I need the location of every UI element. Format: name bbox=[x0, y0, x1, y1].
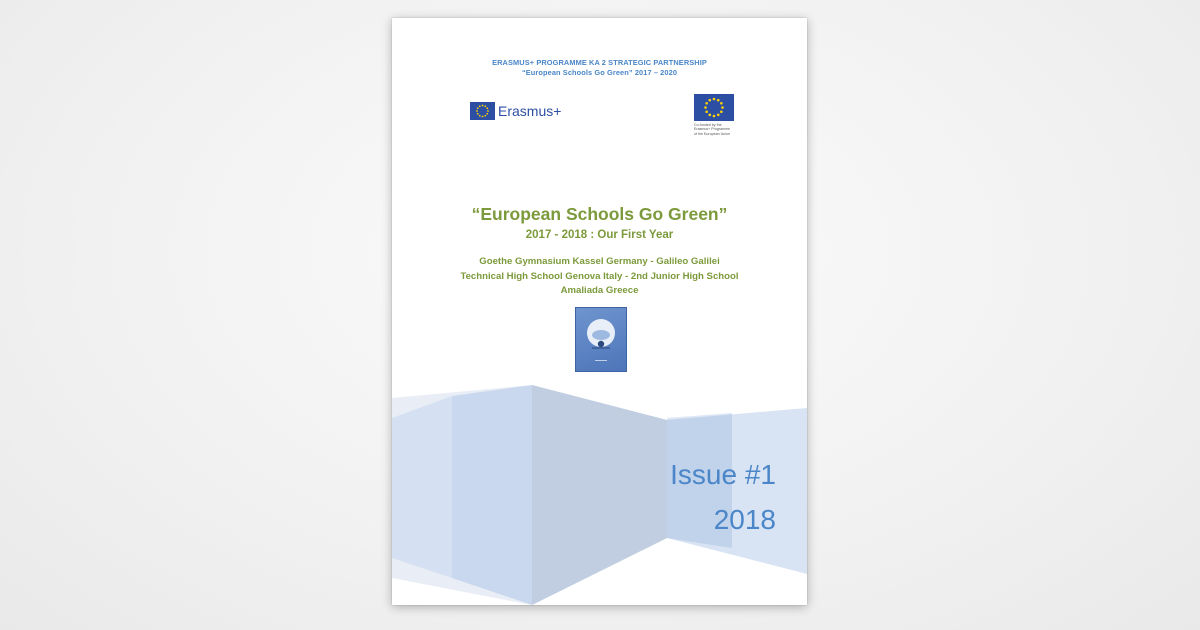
erasmus-logo-text: Erasmus+ bbox=[498, 103, 562, 119]
partner-schools: Goethe Gymnasium Kassel Germany - Galileo Galilei Technical High School Genova Italy - 2nd Junior High School Amaliada Greece bbox=[460, 256, 739, 296]
document-subtitle: 2017 - 2018 : Our First Year bbox=[525, 229, 674, 241]
issue-year: 2018 bbox=[713, 504, 776, 535]
programme-header: ERASMUS+ PROGRAMME KA 2 STRATEGIC PARTNERSHIP bbox=[492, 58, 707, 67]
issue-number: Issue #1 bbox=[670, 459, 776, 490]
document-title: “European Schools Go Green” bbox=[471, 204, 728, 224]
project-header: “European Schools Go Green” 2017 – 2020 bbox=[521, 68, 678, 77]
document-cover-page bbox=[392, 18, 807, 605]
eu-cofunded-caption: Co-funded by the Erasmus+ Programme of the European Union bbox=[694, 123, 731, 136]
